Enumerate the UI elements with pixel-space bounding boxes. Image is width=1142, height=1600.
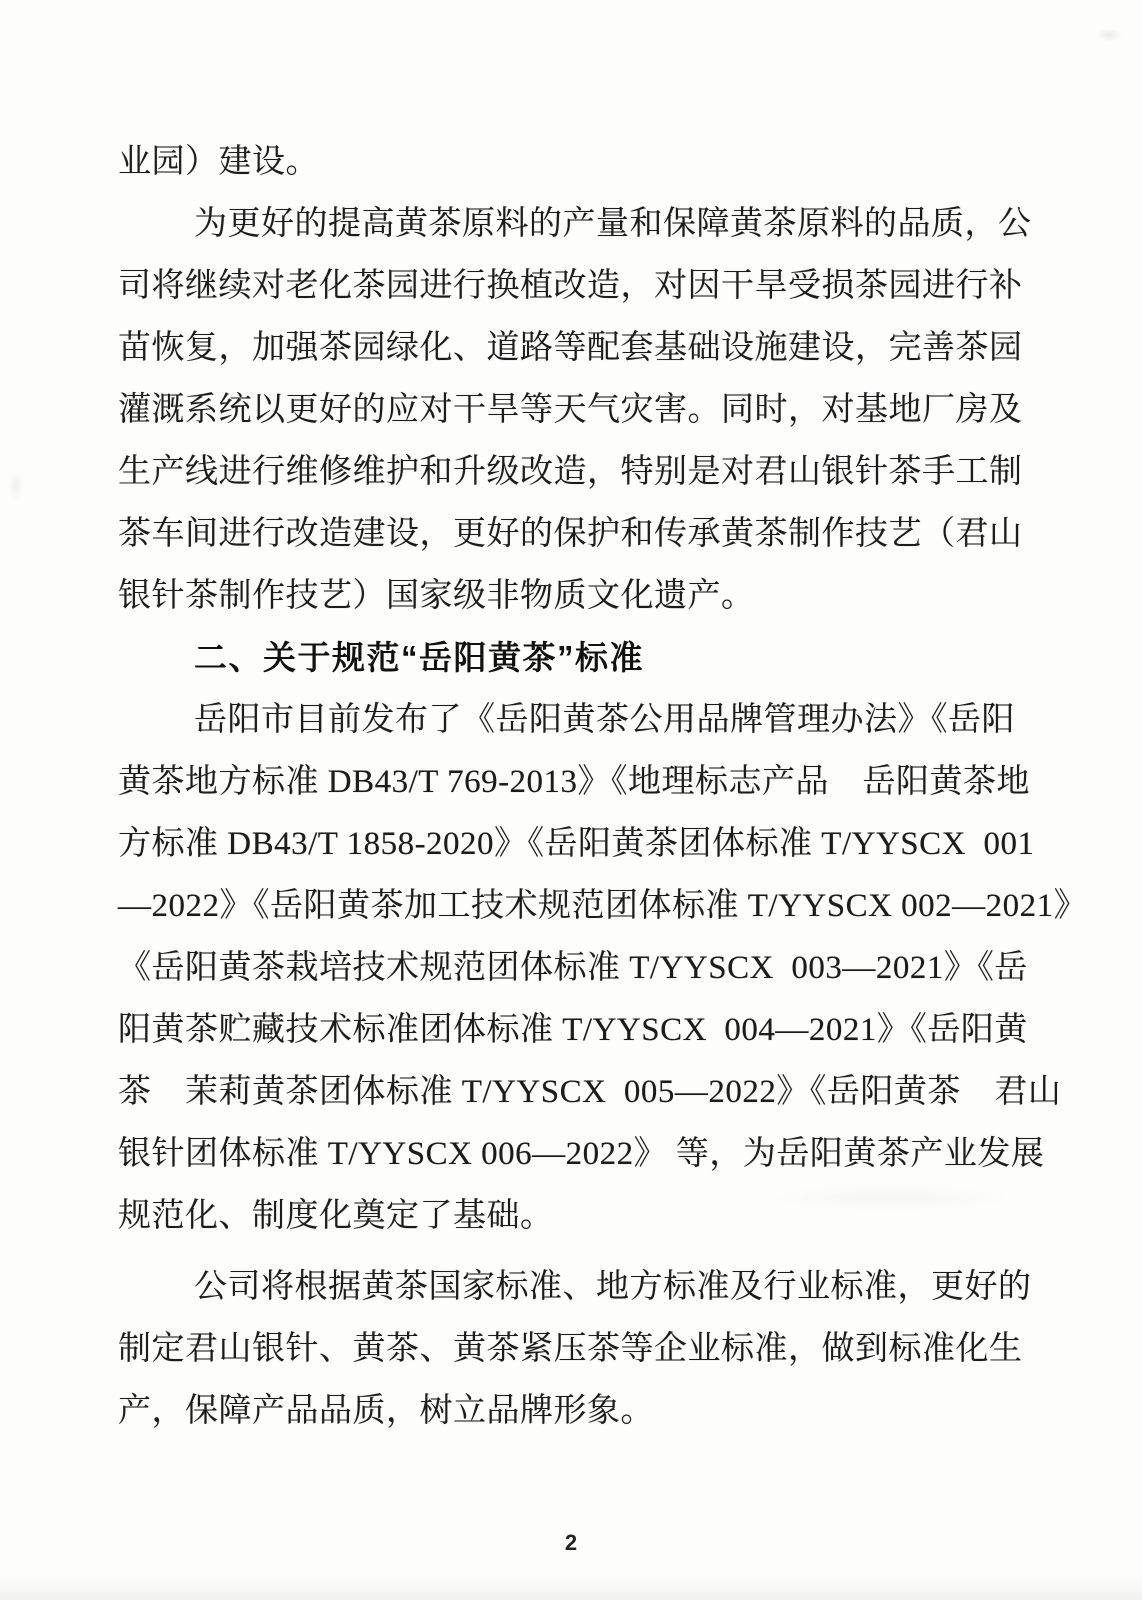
page-footer: [0, 1530, 1142, 1556]
text-line: 方标准 DB43/T 1858-2020》《岳阳黄茶团体标准 T/YYSCX 001: [118, 826, 1035, 862]
scan-smudge: [0, 1576, 1142, 1600]
text-line: 阳黄茶贮藏技术标准团体标准 T/YYSCX 004—2021》《岳阳黄: [118, 1012, 1028, 1048]
text-line: 茶 茉莉黄茶团体标准 T/YYSCX 005—2022》《岳阳黄茶 君山: [118, 1074, 1062, 1110]
scan-smudge: [1096, 28, 1122, 42]
text-line: 银针团体标准 T/YYSCX 006—2022》 等，为岳阳黄茶产业发展: [118, 1136, 1045, 1172]
text-line: 岳阳市目前发布了《岳阳黄茶公用品牌管理办法》《岳阳: [194, 702, 1015, 738]
text-line: 黄茶地方标准 DB43/T 769-2013》《地理标志产品 岳阳黄茶地: [118, 764, 1031, 800]
text-line: 公司将根据黄茶国家标准、地方标准及行业标准，更好的: [194, 1269, 1032, 1305]
text-line: 灌溉系统以更好的应对干旱等天气灾害。同时，对基地厂房及: [118, 392, 1023, 428]
text-line: 规范化、制度化奠定了基础。: [118, 1198, 554, 1234]
text-line: 业园）建设。: [118, 144, 319, 180]
text-line: —2022》《岳阳黄茶加工技术规范团体标准 T/YYSCX 002—2021》: [118, 888, 1088, 924]
text-line: 生产线进行维修维护和升级改造，特别是对君山银针茶手工制: [118, 454, 1023, 490]
page-number: 2: [564, 1530, 578, 1555]
section-heading: 二、关于规范“岳阳黄茶”标准: [194, 639, 644, 676]
scan-smudge: [8, 470, 24, 500]
document-body: [118, 131, 1088, 1442]
text-line: 产，保障产品品质，树立品牌形象。: [118, 1393, 654, 1429]
text-line: 司将继续对老化茶园进行换植改造，对因干旱受损茶园进行补: [118, 268, 1023, 304]
text-line: 银针茶制作技艺）国家级非物质文化遗产。: [118, 578, 755, 614]
text-line: 制定君山银针、黄茶、黄茶紧压茶等企业标准，做到标准化生: [118, 1331, 1023, 1367]
text-line: 《岳阳黄茶栽培技术规范团体标准 T/YYSCX 003—2021》《岳: [118, 950, 1028, 986]
text-line: 为更好的提高黄茶原料的产量和保障黄茶原料的品质，公: [194, 206, 1032, 242]
text-line: 茶车间进行改造建设，更好的保护和传承黄茶制作技艺（君山: [118, 516, 1023, 552]
text-line: 苗恢复，加强茶园绿化、道路等配套基础设施建设，完善茶园: [118, 330, 1023, 366]
